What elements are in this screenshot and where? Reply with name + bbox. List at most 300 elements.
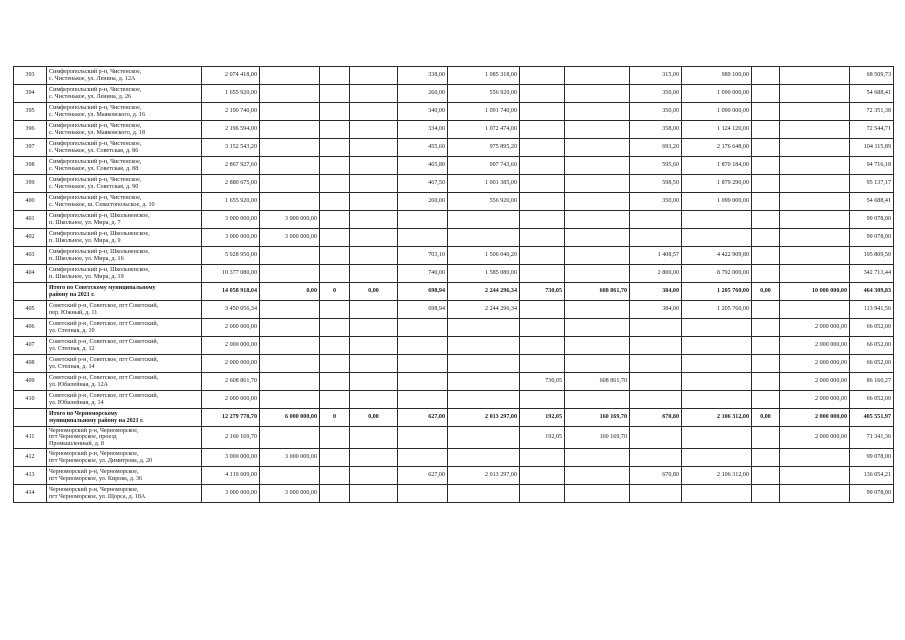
value-cell: 2 000 000,00 <box>780 337 850 355</box>
value-cell <box>520 265 565 283</box>
value-cell <box>752 193 780 211</box>
value-cell <box>565 121 630 139</box>
value-cell <box>780 121 850 139</box>
value-cell <box>630 427 682 449</box>
value-cell: 2 000 000,00 <box>780 319 850 337</box>
value-cell: 6 000 000,00 <box>260 409 320 427</box>
value-cell: 0,00 <box>752 283 780 301</box>
value-cell <box>350 139 398 157</box>
row-number-cell: 399 <box>14 175 47 193</box>
value-cell <box>398 449 448 467</box>
value-cell: 740,00 <box>398 265 448 283</box>
value-cell <box>320 193 350 211</box>
address-line: Советский р-н, Советское, пгт Советский, <box>49 321 159 328</box>
value-cell <box>260 193 320 211</box>
address-line: с. Чистенькое, ул. Советская, д. 88 <box>49 165 139 172</box>
value-cell <box>565 157 630 175</box>
value-cell: 1 585 080,00 <box>448 265 520 283</box>
value-cell <box>752 229 780 247</box>
address-line: пгт Черноморское, ул. Димитрова, д. 20 <box>49 457 153 464</box>
value-cell <box>752 211 780 229</box>
address-line: п. Школьное, ул. Мира, д. 9 <box>49 237 121 244</box>
value-cell: 2 106 312,00 <box>682 467 752 485</box>
value-cell <box>752 157 780 175</box>
value-cell <box>520 485 565 503</box>
address-line: Черноморский р-н, Черноморское, <box>49 451 139 458</box>
value-cell <box>565 301 630 319</box>
value-cell: 384,00 <box>630 301 682 319</box>
address-line: Итого по Черноморскому <box>49 411 118 418</box>
value-cell <box>682 319 752 337</box>
value-cell <box>520 467 565 485</box>
value-cell: 95 137,17 <box>850 175 894 193</box>
value-cell <box>780 67 850 85</box>
value-cell <box>350 427 398 449</box>
value-cell <box>520 121 565 139</box>
value-cell <box>350 175 398 193</box>
value-cell: 2 800,00 <box>630 265 682 283</box>
value-cell <box>320 373 350 391</box>
value-cell: 12 279 778,70 <box>202 409 260 427</box>
value-cell <box>448 391 520 409</box>
value-cell: 350,00 <box>630 103 682 121</box>
table-row <box>14 427 894 449</box>
address-cell <box>47 67 202 85</box>
row-number-cell: 408 <box>14 355 47 373</box>
address-line: с. Чистенькое, ул. Ленина, д. 26 <box>49 93 132 100</box>
row-number-cell <box>14 283 47 301</box>
value-cell: 3 000 000,00 <box>260 449 320 467</box>
value-cell: 556 920,00 <box>448 193 520 211</box>
value-cell <box>752 449 780 467</box>
value-cell: 455,60 <box>398 139 448 157</box>
value-cell <box>398 337 448 355</box>
row-number-cell: 395 <box>14 103 47 121</box>
value-cell: 1 072 474,00 <box>448 121 520 139</box>
value-cell <box>320 211 350 229</box>
table-row <box>14 301 894 319</box>
value-cell <box>520 355 565 373</box>
value-cell: 104 115,89 <box>850 139 894 157</box>
value-cell: 3 000 000,00 <box>202 211 260 229</box>
address-cell <box>47 229 202 247</box>
value-cell <box>780 485 850 503</box>
value-cell <box>448 337 520 355</box>
value-cell: 2 000 000,00 <box>780 373 850 391</box>
value-cell <box>350 467 398 485</box>
row-number-cell: 398 <box>14 157 47 175</box>
value-cell: 66 052,00 <box>850 337 894 355</box>
value-cell <box>682 391 752 409</box>
table-row <box>14 175 894 193</box>
row-number-cell: 406 <box>14 319 47 337</box>
value-cell: 1 099 000,00 <box>682 193 752 211</box>
value-cell <box>565 265 630 283</box>
value-cell <box>780 229 850 247</box>
value-cell: 975 895,20 <box>448 139 520 157</box>
value-cell: 2 244 296,34 <box>448 301 520 319</box>
value-cell <box>565 229 630 247</box>
value-cell <box>752 485 780 503</box>
address-line: Симферопольский р-н, Чистенское, <box>49 141 142 148</box>
value-cell <box>260 337 320 355</box>
value-cell: 66 052,00 <box>850 319 894 337</box>
value-cell <box>320 449 350 467</box>
table-row <box>14 391 894 409</box>
value-cell: 3 000 000,00 <box>260 211 320 229</box>
address-line: Советский р-н, Советское, пгт Советский, <box>49 375 159 382</box>
value-cell: 160 169,70 <box>565 409 630 427</box>
value-cell: 3 000 000,00 <box>260 229 320 247</box>
value-cell <box>260 67 320 85</box>
value-cell <box>752 427 780 449</box>
address-cell <box>47 449 202 467</box>
value-cell: 2 190 740,00 <box>202 103 260 121</box>
address-line: Симферопольский р-н, Чистенское, <box>49 105 142 112</box>
address-cell <box>47 485 202 503</box>
address-line: пгт Черноморское, ул. Щорса, д. 18А <box>49 493 146 500</box>
address-cell <box>47 139 202 157</box>
value-cell: 192,05 <box>520 409 565 427</box>
value-cell <box>350 391 398 409</box>
value-cell <box>398 229 448 247</box>
value-cell: 2 000 000,00 <box>780 391 850 409</box>
value-cell: 595,60 <box>630 157 682 175</box>
value-cell: 627,00 <box>398 409 448 427</box>
value-cell: 99 078,00 <box>850 449 894 467</box>
value-cell <box>260 319 320 337</box>
value-cell <box>752 67 780 85</box>
value-cell: 160 169,70 <box>565 427 630 449</box>
value-cell: 3 000 000,00 <box>260 485 320 503</box>
value-cell: 3 152 543,20 <box>202 139 260 157</box>
value-cell: 598,50 <box>630 175 682 193</box>
address-line: с. Чистенькое, ш. Севастопольское, д. 10 <box>49 201 155 208</box>
value-cell <box>780 467 850 485</box>
value-cell <box>350 319 398 337</box>
value-cell <box>780 85 850 103</box>
value-cell <box>780 103 850 121</box>
value-cell <box>320 301 350 319</box>
value-cell <box>780 139 850 157</box>
value-cell: 0 <box>320 409 350 427</box>
address-cell <box>47 283 202 301</box>
value-cell <box>448 229 520 247</box>
address-line: пгт Черноморское, проезд <box>49 434 117 441</box>
value-cell: 358,00 <box>630 121 682 139</box>
value-cell <box>448 485 520 503</box>
value-cell <box>752 467 780 485</box>
value-cell: 54 688,41 <box>850 193 894 211</box>
value-cell <box>350 211 398 229</box>
value-cell <box>752 265 780 283</box>
table-row <box>14 319 894 337</box>
value-cell <box>350 337 398 355</box>
value-cell: 670,80 <box>630 409 682 427</box>
value-cell: 0 <box>320 283 350 301</box>
value-cell <box>398 211 448 229</box>
value-cell <box>752 355 780 373</box>
value-cell <box>752 175 780 193</box>
value-cell <box>320 85 350 103</box>
value-cell <box>320 139 350 157</box>
value-cell <box>752 373 780 391</box>
value-cell <box>350 157 398 175</box>
value-cell: 315,00 <box>630 67 682 85</box>
value-cell <box>448 319 520 337</box>
value-cell: 1 879 290,00 <box>682 175 752 193</box>
value-cell <box>320 319 350 337</box>
address-line: Симферопольский р-н, Чистенское, <box>49 123 142 130</box>
value-cell <box>520 449 565 467</box>
value-cell: 113 941,56 <box>850 301 894 319</box>
value-cell <box>780 247 850 265</box>
address-cell <box>47 373 202 391</box>
value-cell: 3 000 000,00 <box>202 229 260 247</box>
address-line: ул. Степная, д. 12 <box>49 345 95 352</box>
value-cell: 2 000 000,00 <box>780 409 850 427</box>
value-cell: 3 000 000,00 <box>202 449 260 467</box>
address-line: Симферопольский р-н, Чистенское, <box>49 177 142 184</box>
value-cell: 5 928 950,00 <box>202 247 260 265</box>
value-cell <box>448 449 520 467</box>
address-line: Советский р-н, Советское, пгт Советский, <box>49 339 159 346</box>
value-cell <box>520 247 565 265</box>
value-cell <box>350 355 398 373</box>
row-number-cell: 414 <box>14 485 47 503</box>
value-cell: 99 078,00 <box>850 229 894 247</box>
table-row <box>14 265 894 283</box>
value-cell: 1 205 760,00 <box>682 301 752 319</box>
table-row <box>14 337 894 355</box>
value-cell: 693,20 <box>630 139 682 157</box>
document-page <box>13 66 893 503</box>
value-cell: 627,00 <box>398 467 448 485</box>
value-cell: 350,00 <box>630 85 682 103</box>
value-cell: 730,05 <box>520 283 565 301</box>
value-cell <box>398 373 448 391</box>
address-line: Симферопольский р-н, Чистенское, <box>49 87 142 94</box>
row-number-cell: 402 <box>14 229 47 247</box>
address-line: Симферопольский р-н, Чистенское, <box>49 69 142 76</box>
value-cell: 94 716,18 <box>850 157 894 175</box>
value-cell: 1 124 120,00 <box>682 121 752 139</box>
value-cell <box>682 373 752 391</box>
value-cell: 72 351,38 <box>850 103 894 121</box>
value-cell: 405 551,97 <box>850 409 894 427</box>
value-cell <box>565 193 630 211</box>
value-cell <box>320 103 350 121</box>
value-cell <box>320 157 350 175</box>
address-cell <box>47 211 202 229</box>
value-cell: 1 655 920,00 <box>202 193 260 211</box>
value-cell: 2 013 297,00 <box>448 409 520 427</box>
value-cell <box>520 175 565 193</box>
value-cell <box>398 319 448 337</box>
value-cell <box>350 85 398 103</box>
value-cell <box>350 229 398 247</box>
table-row <box>14 193 894 211</box>
address-cell <box>47 337 202 355</box>
table-total-row <box>14 409 894 427</box>
value-cell <box>260 121 320 139</box>
value-cell <box>320 229 350 247</box>
value-cell <box>520 67 565 85</box>
value-cell <box>682 355 752 373</box>
value-cell <box>682 427 752 449</box>
table-row <box>14 467 894 485</box>
value-cell <box>565 449 630 467</box>
value-cell: 66 052,00 <box>850 391 894 409</box>
value-cell: 86 160,27 <box>850 373 894 391</box>
value-cell <box>565 485 630 503</box>
value-cell: 192,05 <box>520 427 565 449</box>
value-cell <box>350 449 398 467</box>
value-cell <box>260 139 320 157</box>
value-cell <box>320 67 350 85</box>
value-cell <box>520 319 565 337</box>
address-line: Советский р-н, Советское, пгт Советский, <box>49 303 159 310</box>
value-cell <box>350 121 398 139</box>
address-cell <box>47 355 202 373</box>
value-cell <box>630 337 682 355</box>
value-cell: 2 000 000,00 <box>202 391 260 409</box>
value-cell <box>565 67 630 85</box>
value-cell <box>398 485 448 503</box>
address-line: пгт Черноморское, ул. Кирова, д. 36 <box>49 475 143 482</box>
value-cell: 703,10 <box>398 247 448 265</box>
row-number-cell: 407 <box>14 337 47 355</box>
address-cell <box>47 247 202 265</box>
value-cell: 0,00 <box>752 409 780 427</box>
address-line: Симферопольский р-н, Школьненское, <box>49 249 150 256</box>
value-cell <box>350 485 398 503</box>
address-cell <box>47 319 202 337</box>
table-row <box>14 157 894 175</box>
value-cell: 3 000 000,00 <box>202 485 260 503</box>
address-line: Промышленный, д. 8 <box>49 440 104 447</box>
value-cell: 1 099 000,00 <box>682 103 752 121</box>
value-cell <box>520 229 565 247</box>
value-cell <box>780 449 850 467</box>
table-row <box>14 139 894 157</box>
address-line: с. Чистенькое, ул. Маяковского, д. 18 <box>49 129 146 136</box>
value-cell <box>752 337 780 355</box>
value-cell: 2 000 000,00 <box>780 427 850 449</box>
value-cell: 997 743,60 <box>448 157 520 175</box>
value-cell <box>520 193 565 211</box>
value-cell <box>320 175 350 193</box>
value-cell: 2 000 000,00 <box>202 355 260 373</box>
value-cell: 2 074 418,00 <box>202 67 260 85</box>
value-cell <box>520 301 565 319</box>
value-cell <box>780 175 850 193</box>
value-cell: 3 450 056,34 <box>202 301 260 319</box>
value-cell <box>565 247 630 265</box>
value-cell: 14 058 918,04 <box>202 283 260 301</box>
value-cell <box>780 157 850 175</box>
value-cell: 8 792 000,00 <box>682 265 752 283</box>
value-cell: 195 809,50 <box>850 247 894 265</box>
table-row <box>14 485 894 503</box>
value-cell: 1 408,57 <box>630 247 682 265</box>
value-cell: 334,00 <box>398 121 448 139</box>
value-cell: 136 054,21 <box>850 467 894 485</box>
value-cell: 1 506 040,20 <box>448 247 520 265</box>
value-cell: 1 001 385,00 <box>448 175 520 193</box>
address-line: району на 2021 г. <box>49 291 95 298</box>
row-number-cell: 410 <box>14 391 47 409</box>
value-cell <box>682 337 752 355</box>
value-cell <box>260 85 320 103</box>
value-cell <box>780 301 850 319</box>
address-cell <box>47 103 202 121</box>
value-cell: 465,80 <box>398 157 448 175</box>
value-cell: 99 078,00 <box>850 211 894 229</box>
table-row <box>14 449 894 467</box>
value-cell: 2 196 594,00 <box>202 121 260 139</box>
value-cell <box>350 301 398 319</box>
value-cell <box>320 355 350 373</box>
value-cell <box>260 157 320 175</box>
address-line: муниципальному району на 2021 г. <box>49 417 144 424</box>
value-cell: 260,00 <box>398 193 448 211</box>
address-cell <box>47 85 202 103</box>
value-cell <box>682 211 752 229</box>
value-cell: 2 867 927,60 <box>202 157 260 175</box>
value-cell <box>565 211 630 229</box>
value-cell: 1 205 760,00 <box>682 283 752 301</box>
value-cell <box>752 391 780 409</box>
value-cell <box>320 337 350 355</box>
row-number-cell: 403 <box>14 247 47 265</box>
address-line: с. Чистенькое, ул. Ленина, д. 12А <box>49 75 136 82</box>
value-cell <box>630 319 682 337</box>
value-cell: 1 870 184,00 <box>682 157 752 175</box>
address-line: с. Чистенькое, ул. Советская, д. 86 <box>49 147 139 154</box>
value-cell: 1 091 740,00 <box>448 103 520 121</box>
value-cell: 698,94 <box>398 301 448 319</box>
value-cell <box>565 391 630 409</box>
row-number-cell: 401 <box>14 211 47 229</box>
value-cell <box>350 67 398 85</box>
address-cell <box>47 121 202 139</box>
address-cell <box>47 301 202 319</box>
table-row <box>14 229 894 247</box>
value-cell <box>398 355 448 373</box>
data-table <box>13 66 894 503</box>
address-cell <box>47 391 202 409</box>
address-cell <box>47 193 202 211</box>
value-cell: 384,00 <box>630 283 682 301</box>
value-cell <box>320 391 350 409</box>
value-cell <box>350 265 398 283</box>
value-cell <box>260 427 320 449</box>
address-line: п. Школьное, ул. Мира, д. 19 <box>49 273 124 280</box>
address-line: Черноморский р-н, Черноморское, <box>49 487 139 494</box>
table-row <box>14 67 894 85</box>
value-cell <box>780 211 850 229</box>
value-cell <box>260 355 320 373</box>
value-cell <box>350 193 398 211</box>
address-line: ул. Юбилейная, д. 14 <box>49 399 104 406</box>
value-cell <box>630 449 682 467</box>
value-cell <box>520 391 565 409</box>
address-line: пер. Южный, д. 11 <box>49 309 98 316</box>
value-cell <box>448 211 520 229</box>
row-number-cell: 393 <box>14 67 47 85</box>
value-cell <box>630 211 682 229</box>
